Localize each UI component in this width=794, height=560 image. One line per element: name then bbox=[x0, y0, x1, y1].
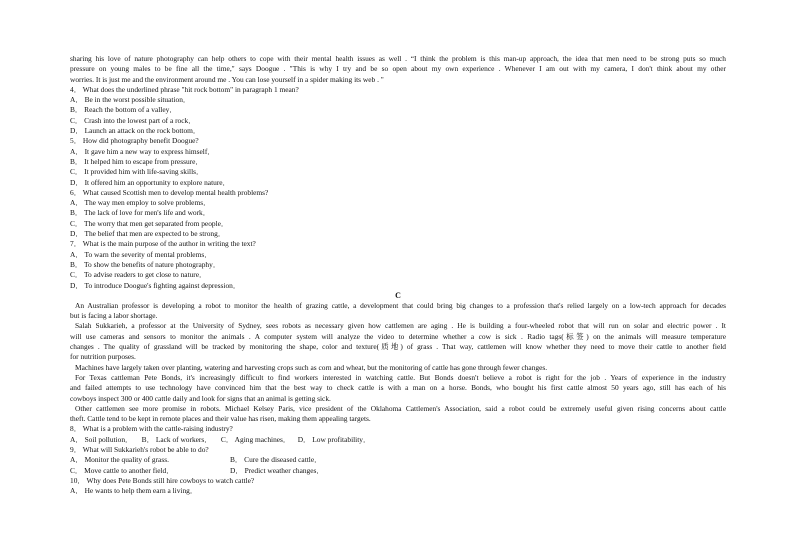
answer-option: B． The lack of love for men's life and work． bbox=[70, 208, 211, 218]
section-heading-c: C bbox=[395, 290, 401, 300]
answer-option: A． Monitor the quality of grass. bbox=[70, 455, 169, 465]
answer-options-row bbox=[70, 435, 726, 445]
answer-option: A． The way men employ to solve problems． bbox=[70, 198, 211, 208]
question-4 bbox=[70, 85, 726, 136]
passage-c-line: for nutrition purposes. bbox=[70, 352, 136, 362]
answer-option: A． Be in the worst possible situation． bbox=[70, 95, 191, 105]
question-stem: 7． What is the main purpose of the author in writing the text? bbox=[70, 239, 256, 249]
answer-option: D． Low profitability． bbox=[297, 434, 371, 444]
question-stem: 6． What caused Scottish men to develop mental health problems? bbox=[70, 187, 269, 197]
answer-option: C． Move cattle to another field． bbox=[70, 465, 174, 475]
answer-option: D． It offered him an opportunity to explore nature． bbox=[70, 177, 230, 187]
answer-option: C． The worry that men get separated from people． bbox=[70, 218, 229, 228]
passage-c-line: Other cattlemen see more promise in robots. Michael Kelsey Paris, vice president of the Oklahoma Cattlemen's Association, said a robot could be extremely useful given rising concerns about cattle bbox=[75, 403, 726, 413]
answer-option: A． Soil pollution． bbox=[70, 434, 133, 444]
passage-b-line: sharing his love of nature photography can help others to cope with their mental health issues as well . “I think the problem is this man-up approach, the idea that men need to be strong puts so much bbox=[70, 54, 726, 63]
answer-option: C． Aging machines． bbox=[220, 434, 291, 444]
answer-option: D． The belief that men are expected to be strong． bbox=[70, 229, 226, 239]
answer-option: B． Cure the diseased cattle． bbox=[230, 455, 322, 465]
passage-c-line: Machines have largely taken over planting, watering and harvesting crops such as corn and wheat, but the monitoring of cattle has gone through fewer changes. bbox=[75, 362, 548, 372]
answer-option: D． Predict weather changes． bbox=[230, 465, 324, 475]
passage-c-line: For Texas cattleman Pete Bonds, it's increasingly difficult to find workers interested in watching cattle. But Bonds doesn't believe a robot is right for the job . Years of experience in the industry bbox=[75, 372, 726, 382]
question-stem: 4． What does the underlined phrase "hit rock bottom" in paragraph 1 mean? bbox=[70, 84, 299, 94]
passage-c-line: theft. Cattle tend to be kept in remote places and their value has risen, making them appealing targets. bbox=[70, 414, 371, 424]
answer-option: A． To warn the severity of mental problems． bbox=[70, 249, 212, 259]
answer-option: B． Lack of workers． bbox=[141, 434, 212, 444]
question-6 bbox=[70, 188, 726, 239]
answer-options-row bbox=[70, 466, 726, 476]
answer-option: C． Crash into the lowest part of a rock． bbox=[70, 115, 196, 125]
answer-option: D． To introduce Doogue's fighting against depression． bbox=[70, 280, 241, 290]
answer-option: B． To show the benefits of nature photography． bbox=[70, 259, 221, 269]
question-7 bbox=[70, 239, 726, 290]
passage-c-line: Salah Sukkarieh, a professor at the University of Sydney, sees robots as necessary given how cattlemen are aging . He is building a four-wheeled robot that will run on solar and electric power . It bbox=[75, 321, 726, 331]
answer-option: A． He wants to help them earn a living． bbox=[70, 486, 198, 496]
exam-page bbox=[70, 54, 726, 496]
answer-option: C． It provided him with life-saving skills． bbox=[70, 167, 204, 177]
passage-c-line: cowboys inspect 300 or 400 cattle daily and look for signs that an animal is getting sick. bbox=[70, 393, 331, 403]
passage-c-line: will use cameras and sensors to monitor the animals . A computer system will analyze the video to determine whether a cow is sick . Radio tags(标签) on the animals will measure temperature bbox=[70, 331, 726, 341]
question-9 bbox=[70, 445, 726, 476]
question-8 bbox=[70, 424, 726, 445]
question-stem: 10． Why does Pete Bonds still hire cowboys to watch cattle? bbox=[70, 475, 255, 485]
answer-option: B． It helped him to escape from pressure． bbox=[70, 156, 203, 166]
question-stem: 5． How did photography benefit Doogue? bbox=[70, 136, 199, 146]
answer-option: A． It gave him a new way to express himself． bbox=[70, 146, 215, 156]
passage-b-line: pressure on young males to be fine all the time," says Doogue . "This is why I try and be so open about my own experience . Whenever I am out with my camera, I don't think about my other bbox=[70, 64, 726, 74]
answer-options-row bbox=[70, 455, 726, 465]
answer-option: C． To advise readers to get close to nature． bbox=[70, 270, 207, 280]
question-10 bbox=[70, 476, 726, 497]
answer-option: D． Launch an attack on the rock bottom． bbox=[70, 126, 201, 136]
answer-option: B． Reach the bottom of a valley． bbox=[70, 105, 177, 115]
passage-c-line: and failed attempts to use technology have convinced him that the best way to check cattle is with a man on a horse. Bonds, who bought his first cattle almost 50 years ago, still has each of his bbox=[70, 383, 726, 393]
passage-c bbox=[70, 301, 726, 425]
question-5 bbox=[70, 136, 726, 187]
passage-b-line: worries. It is just me and the environment around me . You can lose yourself in a spider making its web . " bbox=[70, 74, 384, 84]
passage-c-line: but is facing a labor shortage. bbox=[70, 311, 158, 321]
passage-c-line: changes . The quality of grassland will be tracked by monitoring the shape, color and texture(质地) of grass . That way, cattlemen will know whether they need to move their cattle to another field bbox=[70, 342, 726, 352]
passage-c-line: An Australian professor is developing a robot to monitor the health of grazing cattle, a development that could bring big changes to a profession that's relied largely on a low-tech approach for decades bbox=[75, 300, 726, 310]
question-stem: 8． What is a problem with the cattle-raising industry? bbox=[70, 424, 233, 434]
question-stem: 9． What will Sukkarieh's robot be able to do? bbox=[70, 444, 209, 454]
